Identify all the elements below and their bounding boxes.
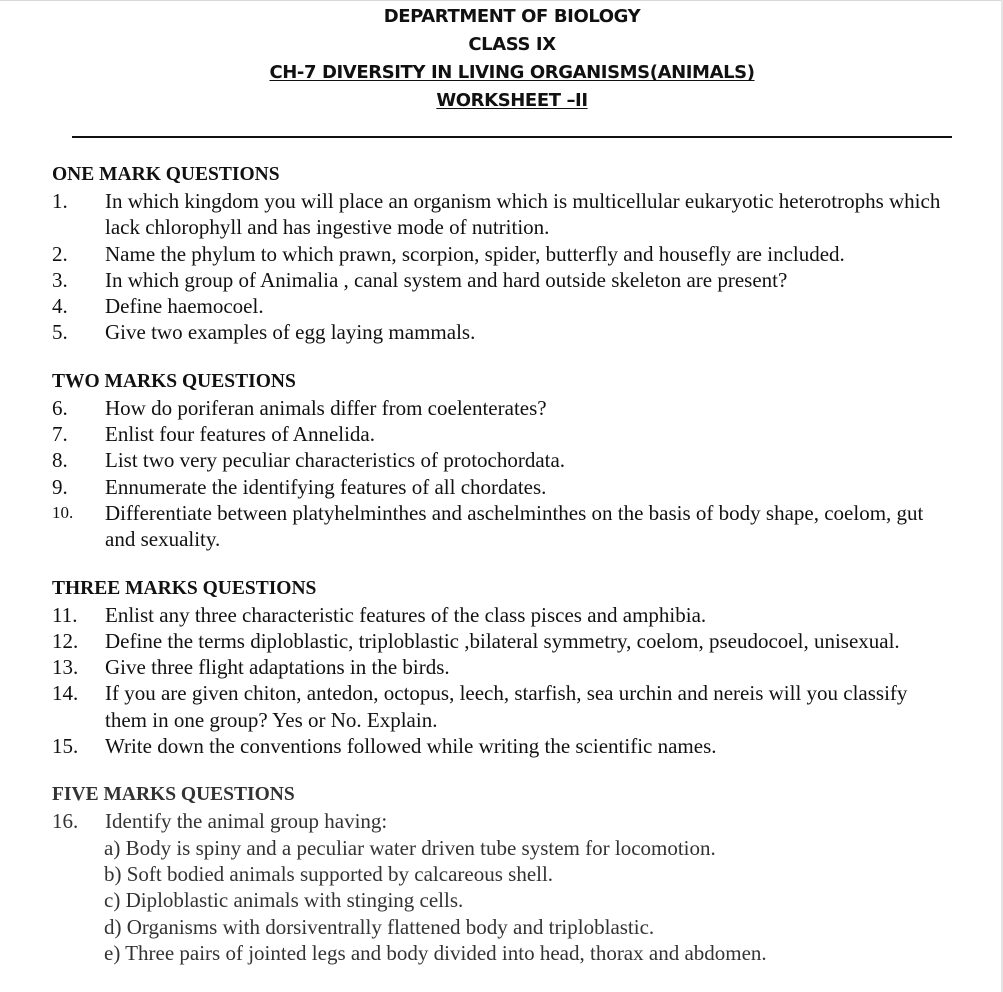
question-item bbox=[52, 293, 952, 319]
question-text: In which kingdom you will place an organism which is multicellular eukaryotic heterotrophs which lack chlorophyll and has ingestive mode of nutrition. bbox=[105, 189, 941, 240]
question-text: Name the phylum to which prawn, scorpion, spider, butterfly and housefly are included. bbox=[105, 241, 845, 266]
class-title: CLASS IX bbox=[468, 34, 556, 55]
sub-item: e) Three pairs of jointed legs and body divided into head, thorax and abdomen. bbox=[104, 940, 767, 965]
question-text: Enlist four features of Annelida. bbox=[105, 422, 376, 447]
question-number: 7. bbox=[52, 422, 68, 447]
chapter-title: CH-7 DIVERSITY IN LIVING ORGANISMS(ANIMALS) bbox=[269, 62, 755, 83]
worksheet-title: WORKSHEET –II bbox=[436, 90, 588, 111]
sub-item: a) Body is spiny and a peculiar water driven tube system for locomotion. bbox=[104, 835, 716, 860]
worksheet-header bbox=[0, 3, 1003, 115]
question-item bbox=[52, 319, 952, 345]
section-title: TWO MARKS QUESTIONS bbox=[52, 370, 296, 392]
question-text: If you are given chiton, antedon, octopus, leech, starfish, sea urchin and nereis will you classify them in one group? Yes or No. Explain. bbox=[105, 681, 908, 732]
section-title: FIVE MARKS QUESTIONS bbox=[52, 784, 295, 806]
question-item bbox=[52, 602, 952, 628]
question-text: Define the terms diploblastic, triploblastic ,bilateral symmetry, coelom, pseudocoel, unisexual. bbox=[105, 628, 900, 653]
question-item bbox=[52, 421, 952, 447]
section-five-marks bbox=[52, 782, 952, 966]
question-item bbox=[52, 395, 952, 421]
question-number: 2. bbox=[52, 241, 68, 266]
question-number: 11. bbox=[52, 602, 78, 627]
question-text: List two very peculiar characteristics of protochordata. bbox=[105, 448, 566, 473]
question-number: 4. bbox=[52, 294, 68, 319]
section-title: ONE MARK QUESTIONS bbox=[52, 164, 280, 185]
question-number: 13. bbox=[52, 655, 79, 680]
question-text: Differentiate between platyhelminthes and aschelminthes on the basis of body shape, coelom, gut and sexuality. bbox=[105, 500, 924, 552]
question-item bbox=[52, 267, 952, 293]
section-one-mark bbox=[52, 162, 952, 346]
question-item bbox=[52, 474, 952, 500]
question-item bbox=[52, 500, 952, 553]
header-divider bbox=[72, 136, 952, 138]
question-number: 6. bbox=[52, 395, 68, 420]
sub-item: c) Diploblastic animals with stinging cells. bbox=[104, 888, 464, 913]
question-number: 12. bbox=[52, 628, 79, 653]
question-text: Identify the animal group having: bbox=[105, 809, 388, 834]
question-number: 9. bbox=[52, 474, 68, 499]
department-title: DEPARTMENT OF BIOLOGY bbox=[383, 6, 641, 27]
top-border bbox=[0, 0, 1003, 1]
question-number: 3. bbox=[52, 267, 68, 292]
question-item bbox=[52, 680, 952, 733]
question-text: Define haemocoel. bbox=[105, 294, 264, 319]
questions-body bbox=[52, 162, 952, 966]
question-item bbox=[52, 808, 952, 834]
question-text: Write down the conventions followed while writing the scientific names. bbox=[105, 734, 717, 759]
question-item bbox=[52, 654, 952, 680]
question-text: Enlist any three characteristic features of the class pisces and amphibia. bbox=[105, 602, 707, 627]
section-two-marks bbox=[52, 369, 952, 553]
question-item bbox=[52, 447, 952, 473]
question-text: In which group of Animalia , canal system and hard outside skeleton are present? bbox=[105, 267, 788, 292]
section-title: THREE MARKS QUESTIONS bbox=[52, 577, 317, 599]
question-number: 1. bbox=[52, 189, 68, 213]
question-number: 16. bbox=[52, 809, 79, 834]
question-text: Ennumerate the identifying features of all chordates. bbox=[105, 474, 547, 499]
question-text: Give two examples of egg laying mammals. bbox=[105, 320, 476, 345]
question-text: Give three flight adaptations in the birds. bbox=[105, 655, 450, 680]
question-item bbox=[52, 733, 952, 759]
question-number: 5. bbox=[52, 320, 68, 345]
question-number: 14. bbox=[52, 681, 79, 706]
question-item bbox=[52, 628, 952, 654]
question-number: 10. bbox=[52, 502, 74, 522]
section-three-marks bbox=[52, 576, 952, 760]
question-number: 8. bbox=[52, 448, 68, 473]
question-number: 15. bbox=[52, 734, 79, 759]
sub-item: d) Organisms with dorsiventrally flattened body and triploblastic. bbox=[104, 914, 655, 939]
question-item bbox=[52, 241, 952, 267]
sub-item: b) Soft bodied animals supported by calcareous shell. bbox=[104, 861, 554, 886]
question-text: How do poriferan animals differ from coelenterates? bbox=[105, 395, 547, 420]
question-item bbox=[52, 188, 952, 241]
